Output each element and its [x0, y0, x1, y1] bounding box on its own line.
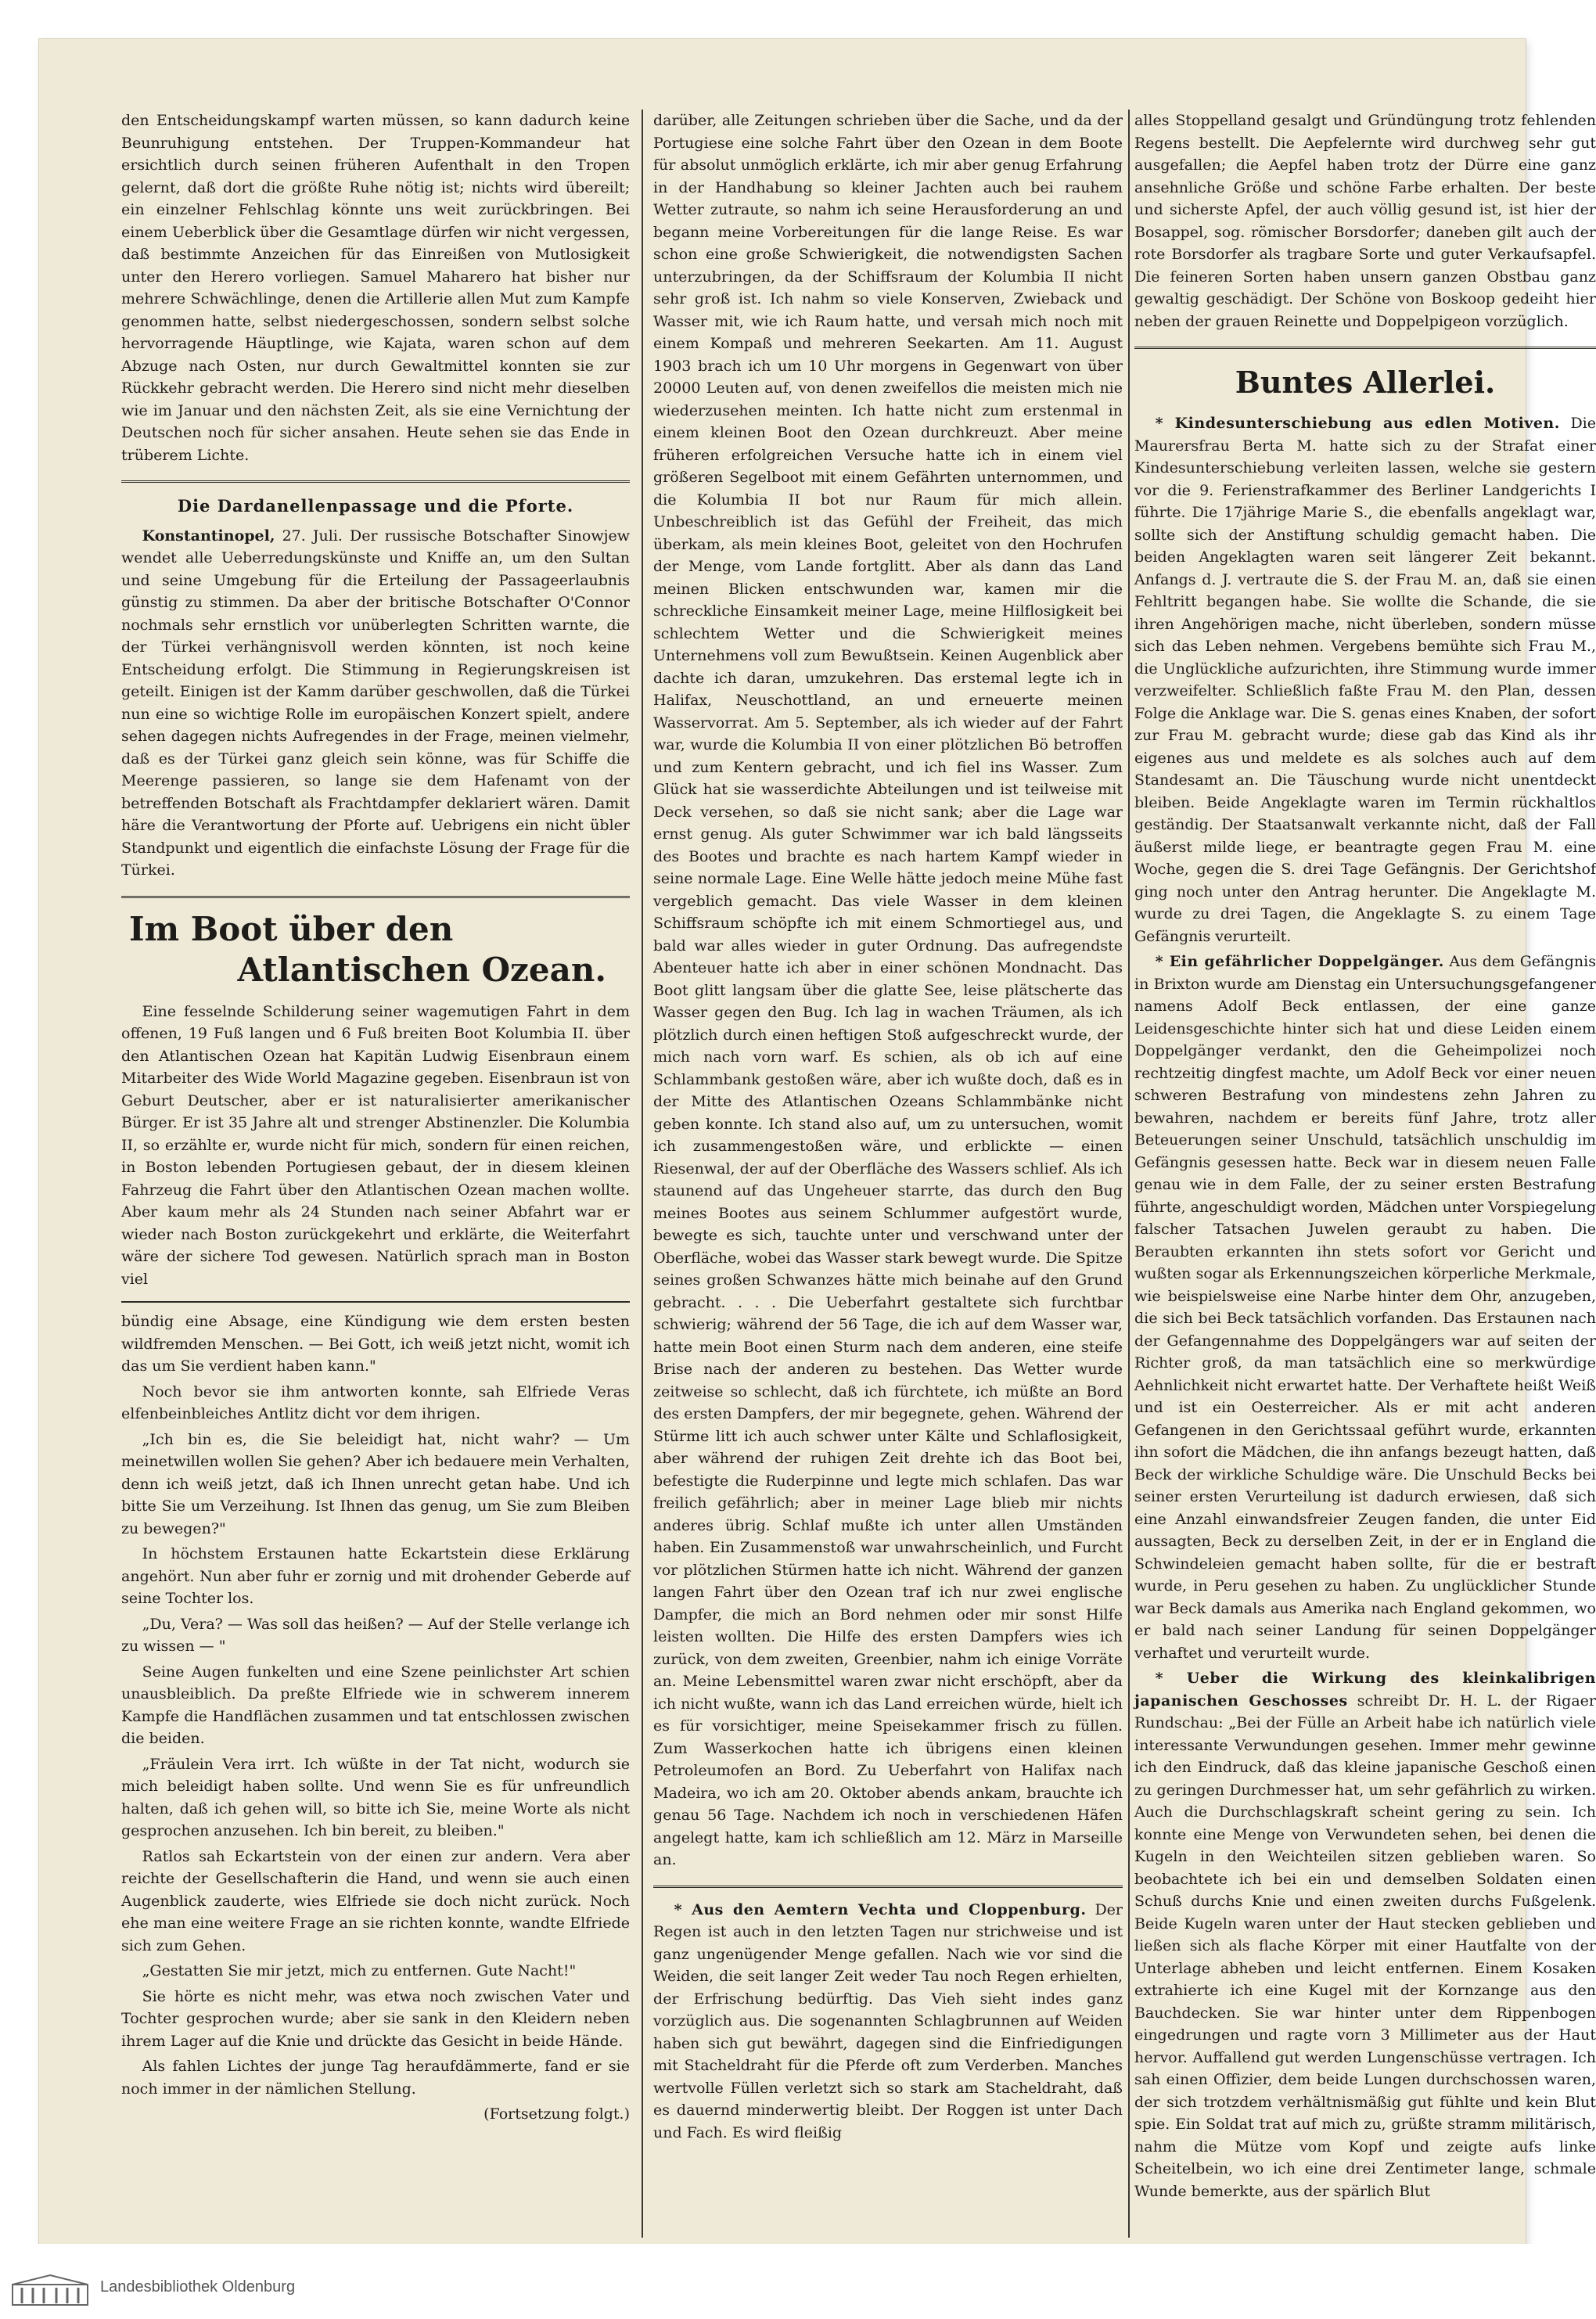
section-title: Buntes Allerlei.: [1235, 365, 1496, 400]
dardanellen-dateline: Konstantinopel,: [142, 527, 275, 545]
news-item-heading: * Ueber die Wirkung des kleinkalibrigen japanischen Geschosses: [1134, 1670, 1596, 1710]
news-item-text: Die Maurersfrau Berta M. hatte sich zu der Strafat einer Kindesunterschiebung verleiten lassen, welche sie gestern vor die 9. Ferienstrafkammer des Berliner Landgerichts I führte. Die 17jährige Marie S., die ebenfalls angeklagt war, sollte sich der Anstiftung schuldig gemacht haben. Die beiden Angeklagten waren seit längerer Zeit bekannt. Anfangs d. J. vertraute die S. der Frau M. an, daß sie einen Fehltritt begangen habe. Sie wollte die Schande, die sie ihren Angehörigen mache, nicht überleben, sondern müsse sich das Leben nehmen. Vergebens bemühte sich Frau M., die Unglückliche aufzurichten, ihre Stimmung wurde immer verzweifelter. Schließlich faßte Frau M. den Plan, dessen Folge die Anklage war. Die S. genas eines Knaben, der sofort zur Frau M. gebracht wurde; diese gab das Kind als ihr eigenes aus und meldete es als solches auch auf dem Standesamt an. Die Täuschung wurde nicht unentdeckt bleiben. Beide Angeklagte waren im Termin rückhaltlos geständig. Der Staatsanwalt verkannte nicht, daß der Fall äußerst milde liege, er beantragte gegen Frau M. eine Woche, gegen die S. drei Tage Gefängnis. Der Gerichtshof ging noch unter den Antrag herunter. Die Angeklagte M. wurde zu drei Tagen, die Angeklagte S. zu einem Tage Gefängnis verurteilt.: [1134, 415, 1596, 945]
boot-article-paragraph: Eine fesselnde Schilderung seiner wagemutigen Fahrt in dem offenen, 19 Fuß langen und 6 Fuß breiten Boot Kolumbia II. über den Atlantischen Ozean hat Kapitän Ludwig Eisenbraun einem Mitarbeiter des Wide World Magazine gegeben. Eisenbraun ist von Geburt Deutscher, aber er ist naturalisierter amerikanischer Bürger. Er ist 35 Jahre alt und strenger Abstinenzler. Die Kolumbia II, so erzählte er, wurde nicht für mich, sondern für einen reichen, in Boston lebenden Portugiesen gebaut, der in diesem kleinen Fahrzeug die Fahrt über den Atlantischen Ozean machen wollte. Aber kaum mehr als 24 Stunden nach seiner Abfahrt war er wieder nach Boston zurückgekehrt und erklärte, die Weiterfahrt wäre der sichere Tod gewesen. Natürlich sprach man in Boston viel: [121, 1002, 630, 1288]
news-item-text: schreibt Dr. H. L. der Rigaer Rundschau: „Bei der Fülle an Arbeit habe ich natürlich viele interessante Verwundungen gesehen. Immer mehr gewinne ich den Eindruck, daß das kleine japanische Geschoß einen zu geringen Durchmesser hat, um sehr gefährlich zu wirken. Auch die Durchschlagskraft scheint gering zu sein. Ich konnte eine Menge von Verwundeten sehen, bei denen die Kugeln in den Weichteilen sitzen geblieben waren. So beobachtete ich bei ein und demselben Soldaten einen Schuß durchs Knie und einen zweiten durchs Fußgelenk. Beide Kugeln waren unter der Haut stecken geblieben und ließen sich als flache Körper mit einer Hautfalte von der Unterlage abheben und leicht entfernen. Einem Kosaken extrahierte ich eine Kugel mit der Kornzange aus den Bauchdecken. Sie war hinter unter dem Rippenbogen eingedrungen und ragte vorn 3 Millimeter aus der Haut hervor. Auffallend gut werden Lungenschüsse vertragen. Ich sah einen Offizier, dem beide Lungen durchschossen waren, der sich trotzdem verhältnismäßig gut fühlte und kein Blut spie. Ein Soldat trat auf mich zu, grüßte stramm militärisch, nahm die Mütze vom Kopf und zeigte aufs linke Scheitelbein, wo ich eine drei Zentimeter lange, schmale Wunde bemerkte, aus der spärlich Blut: [1134, 1692, 1596, 2200]
divider: [121, 480, 630, 483]
novel-paragraph: bündig eine Absage, eine Kündigung wie dem ersten besten wildfremden Menschen. — Bei Gott, ich weiß jetzt nicht, womit ich das um Sie verdient haben kann.": [121, 1313, 630, 1375]
aemter-text: Der Regen ist auch in den letzten Tagen nur strichweise und ist ganz ungenügender Menge gefallen. Nach wie vor sind die Weiden, die seit langer Zeit weder Tau noch Regen erhielten, der Erfrischung bedürftig. Das Vieh sieht indes ganz vorzüglich aus. Die sogenannten Schlagbrunnen auf Weiden haben sich gut bewährt, dagegen sind die Einfriedigungen mit Stacheldraht für die Pferde oft zum Verderben. Manches wertvolle Füllen verletzt sich so stark am Stacheldraht, daß es dauernd minderwertig bleibt. Der Roggen ist unter Dach und Fach. Es wird fleißig: [653, 1900, 1123, 2141]
novel-paragraph: Ratlos sah Eckartstein von der einen zur andern. Vera aber reichte der Gesellschafterin die Hand, und wenn sie auch einen Augenblick zauderte, wies Elfriede sie doch nicht zurück. Noch ehe man eine weitere Frage an sie richten konnte, wandte Elfriede sich zum Gehen.: [121, 1847, 630, 1954]
novel-paragraph: In höchstem Erstaunen hatte Eckartstein diese Erklärung angehört. Nun aber fuhr er zornig und mit drohender Geberde auf seine Tochter los.: [121, 1545, 630, 1607]
divider: [121, 1301, 630, 1303]
news-item: [1134, 951, 1596, 1664]
news-item: [1134, 412, 1596, 947]
column-separator: [642, 110, 643, 2238]
column-1: [121, 110, 630, 2238]
column-2: [653, 110, 1123, 2238]
aemter-article: [653, 1899, 1123, 2145]
boot-heading-line-1: Im Boot über den: [129, 909, 454, 948]
novel-signoff: (Fortsetzung folgt.): [483, 2105, 630, 2123]
dardanellen-text: 27. Juli. Der russische Botschafter Sinowjew wendet alle Ueberredungskünste und Kniffe an, um den Sultan und seine Umgebung für die Erteilung der Passageerlaubnis günstig zu stimmen. Da aber der britische Botschafter O'Connor nochmals sehr ernstlich vor unüberlegten Schritten warnte, die der Türkei verhängnisvoll werden könnten, ist noch keine Entscheidung erfolgt. Die Stimmung in Regierungskreisen ist geteilt. Einigen ist der Kamm darüber geschwollen, daß die Türkei nun eine so wichtige Rolle im europäischen Konzert spielt, andere sehen dagegen nichts Aufregendes in der Frage, meinen vielmehr, daß es der Türkei ganz gleich sein könne, was für Schiffe die Meerenge passieren, so lange sie dem Hafenamt von der betreffenden Botschaft als Frachtdampfer deklariert wären. Damit häre die Verantwortung der Pforte auf. Uebrigens ein nicht übler Standpunkt und eigentlich die einfachste Lösung der Frage für die Türkei.: [121, 527, 630, 879]
divider: [653, 1886, 1123, 1888]
novel-paragraph: Sie hörte es nicht mehr, was etwa noch zwischen Vater und Tochter gesprochen wurde; aber sie sank in den Kleidern neben ihrem Lager auf die Knie und drückte das Gesicht in beide Hände.: [121, 1987, 630, 2050]
novel-paragraph: Noch bevor sie ihm antworten konnte, sah Elfriede Veras elfenbeinbleiches Antlitz dicht vor dem ihrigen.: [121, 1382, 630, 1422]
boot-article-continuation: darüber, alle Zeitungen schrieben über die Sache, und da der Portugiese eine solche Fahrt über den Ozean in dem Boote für absolut unmöglich erklärte, ich mir aber genug Erfahrung in der Handhabung so kleiner Jachten auch bei rauhem Wetter zutraute, so nahm ich seine Herausforderung an und begann meine Vorbereitungen für die lange Reise. Es war schon eine große Schwierigkeit, die notwendigsten Sachen unterzubringen, da der Schiffsraum der Kolumbia II nicht sehr groß ist. Ich nahm so viele Konserven, Zwieback und Wasser mit, wie ich Raum hatte, und versah mich noch mit einem Kompaß und mehreren Seekarten. Am 11. August 1903 brach ich um 10 Uhr morgens in Gegenwart von über 20000 Leuten auf, von denen zweifellos die meisten mich nie wiederzusehen meinten. Ich hatte nicht zum erstenmal in einem kleinen Boot den Ozean durchkreuzt. Aber meine früheren erfolgreichen Versuche hatte ich in einem viel größeren Segelboot mit einem Gefährten unternommen, und die Kolumbia II bot nur Raum für mich allein. Unbeschreiblich ist das Gefühl der Freiheit, das mich überkam, als mein kleines Boot, geleitet von den Hochrufen der Menge, vom Lande fortglitt. Aber als dann das Land meinen Blicken entschwunden war, kamen mir die schreckliche Einsamkeit meiner Lage, meine Hilflosigkeit bei schlechtem Wetter und die Schwierigkeit meines Unternehmens voll zum Bewußtsein. Keinen Augenblick aber dachte ich daran, umzukehren. Das erstemal legte ich in Halifax, Neuschottland, an und erneuerte meinen Wasservorrat. Am 5. September, als ich wieder auf der Fahrt war, wurde die Kolumbia II von einer plötzlichen Bö betroffen und zum Kentern gebracht, und ich fiel ins Wasser. Zum Glück hat sie wasserdichte Abteilungen und ist teilweise mit Deck versehen, so daß sie nicht sank; aber die Lage war ernst genug. Als guter Schwimmer war ich bald längsseits des Bootes und brachte es nach hartem Kampf wieder in seine normale Lage. Eine Welle hätte jedoch meine Mühe fast vergeblich gemacht. Das viele Wasser in dem kleinen Schiffsraum schöpfte ich mit einem Schmortiegel aus, und bald war alles wieder in guter Ordnung. Das aufregendste Abenteuer hatte ich aber in einer schönen Mondnacht. Das Boot glitt langsam über die glatte See, leise plätscherte das Wasser gegen den Bug. Ich lag in wachen Träumen, als ich plötzlich durch einen heftigen Stoß aufgeschreckt wurde, der mich nach vorn warf. Es schien, als ob ich auf eine Schlammbank gestoßen wäre, aber ich wußte doch, daß es in der Mitte des Atlantischen Ozeans Schlammbänke nicht geben konnte. Ich stand also auf, um zu untersuchen, womit ich zusammengestoßen wäre, und erblickte — einen Riesenwal, der auf der Oberfläche des Wassers schlief. Als ich staunend auf das Ungeheuer starrte, das durch den Bug meines Bootes aus seinem Schlummer aufgestört wurde, bewegte es sich, tauchte unter und verschwand unter der Oberfläche, wobei das Wasser stark bewegt wurde. Die Spitze seines großen Schwanzes hätte mich beinahe auf den Grund gebracht. . . . Die Ueberfahrt gestaltete sich furchtbar schwierig; während der 56 Tage, die ich auf dem Wasser war, hatte mein Boot einen Sturm nach dem anderen, eine steife Brise nach der anderen zu bestehen. Das Wetter wurde zeitweise so schlecht, daß ich fürchtete, ich müßte an Bord des ersten Dampfers, der mir begegnete, gehen. Während der Stürme litt ich auch schwer unter Kälte und Schlaflosigkeit, aber während der ruhigen Zeit drehte ich das Boot bei, befestigte die Ruderpinne und legte mich schlafen. Das war freilich gefährlich; aber in meiner Lage blieb mir nichts anderes übrig. Schlaf mußte ich unter allen Umständen haben. Ein Zusammenstoß war unwahrscheinlich, und Furcht vor plötzlichen Stürmen hatte ich nicht. Während der ganzen langen Fahrt über den Ozean traf ich nur zwei englische Dampfer, die mich an Bord nehmen oder mir sonst Hilfe leisten wollten. Die Hilfe des ersten Dampfers wies ich zurück, von dem zweiten, Greenbier, nahm ich einige Vorräte an. Meine Lebensmittel waren zwar nicht erschöpft, aber da ich nicht wußte, wann ich das Land erreichen würde, hielt ich es für vorsichtiger, meine Speisekammer frisch zu füllen. Zum Wasserkochen hatte ich übrigens einen kleinen Petroleumofen an Bord. Zu Ueberfahrt von Halifax nach Madeira, wo ich am 20. Oktober abends ankam, brauchte ich genau 56 Tage. Nachdem ich noch in verschiedenen Häfen angelegt hatte, kam ich schließlich am 12. März in Marseille an.: [653, 112, 1123, 1868]
footer: [0, 2244, 1565, 2319]
column-separator: [1128, 110, 1130, 2238]
library-building-icon: [11, 2274, 89, 2306]
column-3: [1134, 110, 1596, 2238]
news-item-text: Aus dem Gefängnis in Brixton wurde am Dienstag ein Untersuchungsgefangener namens Adolf Beck entlassen, der eine ganze Leidensgeschichte hinter sich hat und diese Leiden einem Doppelgänger verdankt, den die Geheimpolizei noch rechtzeitig dingfest machte, um Adolf Beck vor einer neuen schweren Bestrafung von mindestens zehn Jahren zu bewahren, nachdem er bereits fünf Jahre, trotz aller Beteuerungen seiner Unschuld, tatsächlich unschuldig im Gefängnis gesessen hatte. Beck war in diesem neuen Falle genau wie in dem Falle, der zu seiner ersten Bestrafung führte, angeschuldigt worden, Mädchen unter Vorspiegelung falscher Tatsachen Juwelen geraubt zu haben. Die Beraubten erkannten ihn stets sofort vor Gericht und wußten sogar als Erkennungszeichen körperliche Merkmale, wie beispielsweise eine Narbe hinter dem Ohr, anzugeben, die sich bei Beck tatsächlich vorfanden. Das Erstaunen nach der Gefangennahme des Doppelgängers war auf seiten der Richter groß, da man tatsächlich eine so merkwürdige Aehnlichkeit nicht erwartet hatte. Der Verhaftete heißt Weiß und ist ein Oesterreicher. Als er mit acht anderen Gefangenen in den Gerichtssaal geführt wurde, erkannten ihn sofort die Mädchen, die ihn anfangs bezeugt hatten, daß Beck der wirkliche Schuldige wäre. Die Unschuld Becks bei seiner ersten Verurteilung ist dadurch erwiesen, daß sich eine Anzahl einwandsfreier Zeugen fanden, die unter Eid aussagten, Beck zu derselben Zeit, in der er in England die Schwindeleien gemacht haben sollte, für die er bestraft wurde, in Peru gesehen zu haben. Zu unglücklicher Stunde war Beck damals aus Amerika nach England gekommen, wo er bald nach seiner Landung für seinen Doppelgänger verhaftet und verurteilt wurde.: [1134, 953, 1596, 1662]
dardanellen-article: [121, 525, 630, 882]
novel-paragraph: „Fräulein Vera irrt. Ich wüßte in der Tat nicht, wodurch sie mich beleidigt haben sollte. Und wenn Sie es für unfreundlich halten, daß ich gehen will, so bitte ich Sie, meine Worte als nicht gesprochen anzusehen. Ich bin bereit, zu bleiben.": [121, 1755, 630, 1839]
aemter-heading: * Aus den Aemtern Vechta und Cloppenburg.: [674, 1900, 1087, 1918]
novel-paragraph: „Ich bin es, die Sie beleidigt hat, nicht wahr? — Um meinetwillen wollen Sie gehen? Aber ich bedauere mein Verhalten, denn ich weiß jetzt, daß ich Ihnen unrecht getan habe. Und ich bitte Sie um Verzeihung. Ist Ihnen das genug, um Sie zum Bleiben zu bewegen?": [121, 1430, 630, 1537]
boot-heading-line-2: Atlantischen Ozean.: [237, 951, 606, 989]
novel-paragraph: „Gestatten Sie mir jetzt, mich zu entfernen. Gute Nacht!": [142, 1962, 577, 1979]
novel-paragraph: „Du, Vera? — Was soll das heißen? — Auf der Stelle verlange ich zu wissen — ": [121, 1615, 630, 1655]
footer-institution-name: Landesbibliothek Oldenburg: [100, 2278, 296, 2296]
herero-article-continuation: den Entscheidungskampf warten müssen, so kann dadurch keine Beunruhigung entstehen. Der Truppen-Kommandeur hat ersichtlich durch seinen früheren Aufenthalt in den Tropen gelernt, daß dort die größte Ruhe nötig ist; nichts wird übereilt; ein einzelner Fehlschlag könnte uns weit zurückbringen. Bei einem Ueberblick über die Gesamtlage dürfen wir nicht vergessen, daß bestimmte Anzeichen für das Einreißen von Mutlosigkeit unter den Herero vorliegen. Samuel Maharero hat bisher nur mehrere Schwächlinge, denen die Artillerie allen Mut zum Kampfe genommen hatte, selbst niedergeschossen, sondern selbst solche hervorragende Häuptlinge, wie Kajata, waren schon auf dem Abzuge nach Osten, nur durch Gewaltmittel konnten sie zur Rückkehr gebracht werden. Die Herero sind nicht mehr dieselben wie im Januar und den nächsten Zeit, als sie eine Vernichtung der Deutschen noch für sicher ansahen. Heute sehen sie das Ende in trüberem Lichte.: [121, 112, 630, 464]
news-item: [1134, 1667, 1596, 2202]
news-item-heading: * Ein gefährlicher Doppelgänger.: [1155, 953, 1444, 970]
aemter-continuation: alles Stoppelland gesalgt und Gründüngung trotz fehlenden Regens bestellt. Die Aepfelernte wird durchweg sehr gut ausgefallen; die Aepfel haben trotz der Dürre eine ganz ansehnliche Größe und schöne Farbe erhalten. Der beste und sicherste Apfel, der auch völlig gesund ist, ist hier der Bosappel, sog. römischer Borsdorfer; daneben gilt auch der rote Borsdorfer als tragbare Sorte und guter Verkaufsapfel. Die feineren Sorten haben unsern ganzen Obstbau ganz gewaltig geschädigt. Der Schöne von Boskoop gedeiht hier neben der grauen Reinette und Doppelpigeon vorzüglich.: [1134, 112, 1596, 330]
dardanellen-heading: Die Dardanellenpassage und die Pforte.: [177, 496, 574, 516]
novel-paragraph: Als fahlen Lichtes der junge Tag heraufdämmerte, fand er sie noch immer in der nämlichen Stellung.: [121, 2058, 630, 2098]
news-item-heading: * Kindesunterschiebung aus edlen Motiven.: [1155, 415, 1560, 432]
novel-paragraph: Seine Augen funkelten und eine Szene peinlichster Art schien unausbleiblich. Da preßte Elfriede wie in schwerem innerem Kampfe die Handflächen zusammen und tat entschlossen zwischen die beiden.: [121, 1663, 630, 1747]
divider: [121, 896, 630, 898]
divider: [1134, 347, 1596, 349]
newspaper-page: [39, 39, 1596, 2285]
boot-heading: [121, 909, 630, 991]
